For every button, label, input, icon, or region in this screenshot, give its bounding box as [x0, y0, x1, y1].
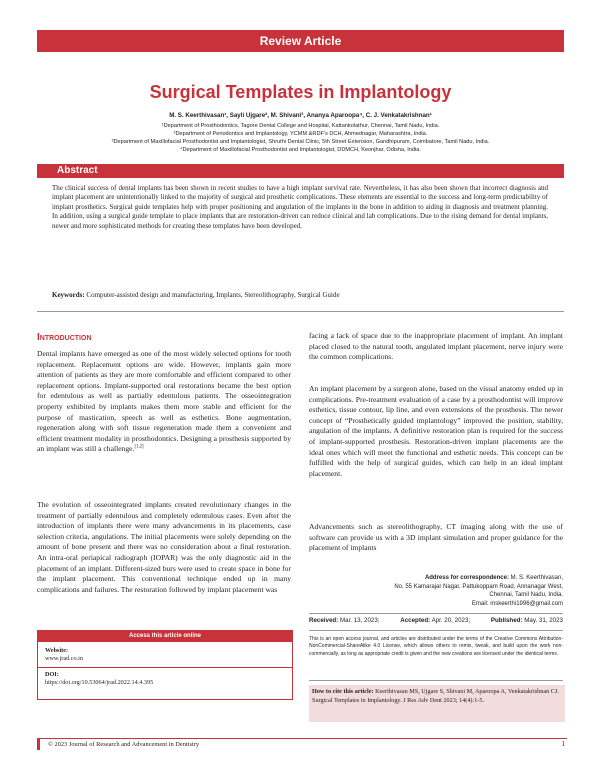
published-date: May. 31, 2023 — [524, 617, 563, 624]
doi-link[interactable]: https://doi.org/10.53064/jrad.2022.14.4.395 — [45, 679, 154, 686]
publication-dates — [309, 617, 563, 625]
access-divider — [38, 667, 292, 668]
intro-p2-text: The evolution of osseointegrated implants created revolutionary changes in the treatment of partially edentulous and completely edentulous cases. Even after the introduction of implants there were many advancements in its placements, case selection criteria, angulations. The initial placements were solely depending on the amount of bone present and there was no consideration about a final restoration. An intra-oral periapical radiograph (IOPAR) was the only diagnostic aid in the placement of an implant. Different-sized burs were used to create space in bone for the implant placement. This conventional technique ended up in many complications and failures. The restoration followed by implant placement was — [37, 500, 291, 594]
divider — [37, 311, 564, 312]
article-type-label: Review Article — [259, 34, 342, 48]
correspondence-name: M. S. Keerthivasan, — [510, 575, 563, 581]
received-label: Received: — [309, 617, 339, 624]
keywords — [52, 291, 548, 300]
correspondence-label: Address for correspondence: — [424, 575, 509, 581]
article-title: Surgical Templates in Implantology — [149, 82, 452, 102]
keywords-list: Computer-assisted design and manufacturing, Implants, Stereolithography, Surgical Guide — [86, 291, 340, 299]
affiliation-4: ⁴Department of Maxillofacial Prosthodontist and Implantologist, DDMCH, Keonjhar, Odisha, India. — [180, 147, 421, 153]
intro-paragraph-4 — [309, 522, 563, 554]
intro-paragraph-2-continued — [309, 331, 563, 363]
affiliation-3: ³Department of Maxillofacial Prosthodontist and Implantologist, Shruthi Dental Clinic, 5th Street Extension, Gandhipuram, Coimbatore, Tamil Nadu, India. — [111, 139, 490, 145]
received-date: Mar. 13, 2023; — [339, 617, 380, 624]
intro-p4-text: Advancements such as stereolithography, CT imaging along with the use of software can provide us with a 3D implant simulation and proper guidance for the placement of implants — [309, 522, 563, 553]
abstract-text: The clinical success of dental implants has been shown in recent studies to have a high implant survival rate. Nevertheless, it has also been shown that incorrect diagnosis and implant placement are unintentionally linked to the majority of surgical and prosthetic complications. These elements are essential to the success and long-term predictability of implant prosthetics. Surgical guide templates help with proper positioning and angulation of the implants in the bone in addition to aiding in diagnosis and treatment planning. In addition, using a surgical guide template to place implants that are restoration-driven can reduce clinical and lab complications. Due to the rising demand for dental implants, newer and more sophisticated methods for creating these templates have been developed. — [52, 184, 548, 230]
website-label: Website: — [45, 647, 69, 654]
citation-ref: [1,2] — [134, 444, 144, 450]
intro-paragraph-2 — [37, 500, 291, 595]
intro-paragraph-3 — [309, 384, 563, 479]
intro-p2-cont-text: facing a lack of space due to the inappropriate placement of implant. An implant placed closed to the natural tooth, angulated implant placement, nerve injury were the common complications. — [309, 331, 563, 362]
doi-label: DOI: — [45, 671, 59, 678]
cite-label: How to cite this article: — [312, 688, 374, 695]
keywords-label: Keywords: — [52, 291, 85, 299]
abstract-heading: Abstract — [57, 165, 98, 176]
intro-p1-text: Dental implants have emerged as one of the most widely selected options for tooth replacement. Replacement options are wide. However, implants gain more attention of patients as they are more comfortable and efficient compared to other replacement options. Implant-supported oral restorations became the best option for edentulous as well as partially edentulous patients. The osseointegration property exhibited by implants makes them more stable and efficient for the purpose of mastication, speech as well as esthetics. Bone augmentation, regeneration along with soft tissue regeneration made them a convenient and efficient treatment modality in prosthodontics. Designing a prosthesis supported by an implant was still a challenge. — [37, 349, 291, 454]
license-text: This is an open access journal, and articles are distributed under the terms of the Creative Commons Attribution-NonCommercial-ShareAlike 4.0 License, which allows others to remix, tweak, and build upon the work non-commercially, as long as appropriate credit is given and the new creations are licensed under the identical terms. — [309, 636, 563, 657]
author-list: M. S. Keerthivasan¹, Sayli Ujgare², M. Shivani³, Ananya Aparoopa⁴, C. J. Venkatakrishnan¹ — [169, 112, 432, 119]
intro-p3-text: An implant placement by a surgeon alone, based on the visual anatomy ended up in complications. Pre-treatment evaluation of a case by a prosthodontist will improve esthetics, tissue contour, lip line, and even extensions of the prosthesis. The newer concept of “Prosthetically guided implantology” improved the position, stability, angulation of the implants. A definitive restoration plan is required for the success of implant-supported prosthesis. Restoration-driven implant placements are the ideal ones which will meet the functional and esthetic needs. This concept can be fulfilled with the help of surgical guides, which can help in an ideal implant placement. — [309, 384, 563, 478]
affiliation-2: ²Department of Periodontics and Implantology, YCMM &RDF’s DCH, Ahmednagar, Maharashtra, India. — [173, 131, 428, 137]
correspondence-line1: No. 55 Kamarajar Nagar, Pattukoppam Road, Annanagar West, — [394, 583, 563, 590]
divider — [309, 613, 563, 614]
affiliation-1: ¹Department of Prosthodontics, Tagore Dental College and Hospital, Kattankolathur, Chennai, Tamil Nadu, India. — [161, 123, 440, 129]
cite-text: Keerthivasan MS, Ujgare S, Shivani M, Aparoopa A, Venkatakrishnan CJ. Surgical Templates in Implantology. J Res Adv Dent 2023; 14(4):1-5. — [312, 688, 559, 704]
website-link[interactable]: www.jrad.co.in — [45, 655, 83, 662]
accepted-date: Apr. 20, 2023; — [431, 617, 471, 624]
abstract-heading-bar — [37, 164, 564, 178]
how-to-cite-box — [309, 685, 565, 722]
article-type-banner — [37, 30, 564, 52]
published-label: Published: — [490, 617, 523, 624]
correspondence-line2: Chennai, Tamil Nadu, India. — [489, 592, 563, 599]
page-number: 1 — [561, 740, 565, 748]
introduction-heading: Introduction — [37, 332, 92, 343]
access-heading: Access this article online — [38, 631, 292, 642]
divider — [309, 680, 563, 681]
divider — [309, 630, 563, 631]
correspondence-block — [309, 574, 563, 608]
intro-paragraph-1 — [37, 349, 291, 455]
footer-copyright: © 2023 Journal of Research and Advancement in Dentistry — [48, 741, 200, 748]
accepted-label: Accepted: — [400, 617, 431, 624]
access-online-box — [37, 630, 293, 700]
correspondence-email[interactable]: Email: mskeerthi1996@gmail.com — [471, 600, 563, 607]
page-footer — [37, 738, 567, 750]
